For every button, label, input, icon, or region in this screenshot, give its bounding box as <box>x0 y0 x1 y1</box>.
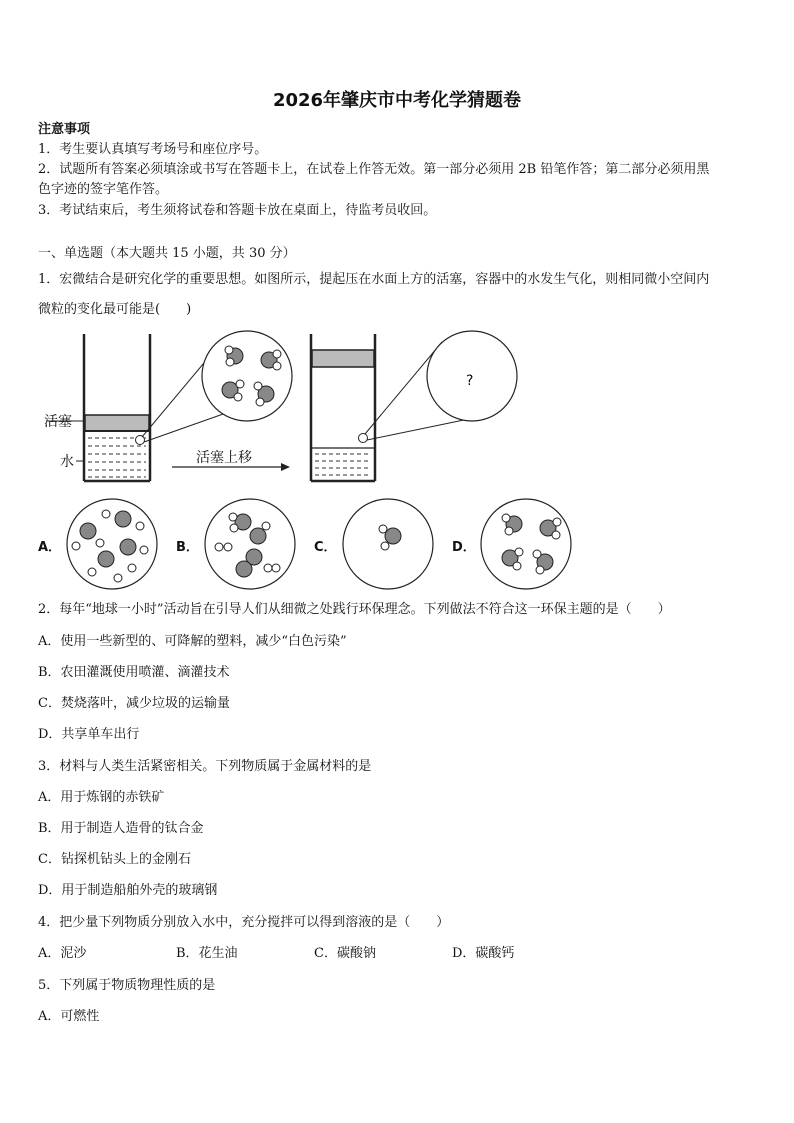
q3-option-b[interactable]: B．用于制造人造骨的钛合金 <box>38 821 204 836</box>
q1-figure <box>36 330 576 600</box>
q4-option-d[interactable]: D．碳酸钙 <box>452 946 515 961</box>
notice-1: 1．考生要认真填写考场号和座位序号。 <box>38 142 268 157</box>
piston-after <box>312 350 374 367</box>
q4-option-a[interactable]: A．泥沙 <box>38 946 87 961</box>
q2-option-b[interactable]: B．农田灌溉使用喷灌、滴灌技术 <box>38 665 230 680</box>
label-piston: 活塞 <box>44 414 72 430</box>
section-heading: 一、单选题（本大题共 15 小题，共 30 分） <box>38 246 296 261</box>
option-a-circle <box>67 499 157 589</box>
notice-3: 3．考试结束后，考生须将试卷和答题卡放在桌面上，待监考员收回。 <box>38 203 437 218</box>
q2-option-d[interactable]: D．共享单车出行 <box>38 727 140 742</box>
notice-2: 2．试题所有答案必须填涂或书写在答题卡上，在试卷上作答无效。第一部分必须用 2B 铅笔作答；第二部分必须用黑 <box>38 162 710 177</box>
container-after <box>311 334 375 481</box>
page-title: 2026年肇庆市中考化学猜题卷 <box>272 90 522 111</box>
label-piston-up: 活塞上移 <box>196 450 252 466</box>
notice-heading: 注意事项 <box>38 122 91 137</box>
notice-2-cont: 色字迹的签字笔作答。 <box>38 182 169 197</box>
q2-option-c[interactable]: C．焚烧落叶，减少垃圾的运输量 <box>38 696 230 711</box>
q1-option-a-label[interactable]: A． <box>38 540 62 555</box>
q1-option-c-label[interactable]: C． <box>314 540 337 555</box>
q4-option-c[interactable]: C．碳酸钠 <box>314 946 376 961</box>
q5-option-a[interactable]: A．可燃性 <box>38 1009 100 1024</box>
q4-option-b[interactable]: B．花生油 <box>176 946 238 961</box>
zoom-circle-liquid <box>202 331 292 421</box>
q3-option-c[interactable]: C．钻探机钻头上的金刚石 <box>38 852 191 867</box>
option-b-circle <box>205 499 295 589</box>
q5-stem: 5．下列属于物质物理性质的是 <box>38 978 216 993</box>
q4-stem: 4．把少量下列物质分别放入水中，充分搅拌可以得到溶液的是（ ） <box>38 915 450 930</box>
q3-stem: 3．材料与人类生活紧密相关。下列物质属于金属材料的是 <box>38 759 372 774</box>
label-water: 水 <box>60 454 74 470</box>
q2-option-a[interactable]: A．使用一些新型的、可降解的塑料，减少“白色污染” <box>38 634 347 649</box>
q1-stem-line1: 1．宏微结合是研究化学的重要思想。如图所示，提起压在水面上方的活塞，容器中的水发生气化，则相同微小空间内 <box>38 272 710 287</box>
q3-option-a[interactable]: A．用于炼钢的赤铁矿 <box>38 790 165 805</box>
q2-stem: 2．每年“地球一小时”活动旨在引导人们从细微之处践行环保理念。下列做法不符合这一环保主题的是（ ） <box>38 602 671 617</box>
q1-option-d-label[interactable]: D． <box>452 540 476 555</box>
option-d-circle <box>481 499 571 589</box>
piston-before <box>85 415 149 431</box>
q1-option-b-label[interactable]: B． <box>176 540 199 555</box>
unknown-mark: ? <box>466 373 474 389</box>
container-before <box>84 334 150 481</box>
q3-option-d[interactable]: D．用于制造船舶外壳的玻璃钢 <box>38 883 218 898</box>
q1-stem-line2: 微粒的变化最可能是( ) <box>38 302 192 317</box>
option-c-circle <box>343 499 433 589</box>
